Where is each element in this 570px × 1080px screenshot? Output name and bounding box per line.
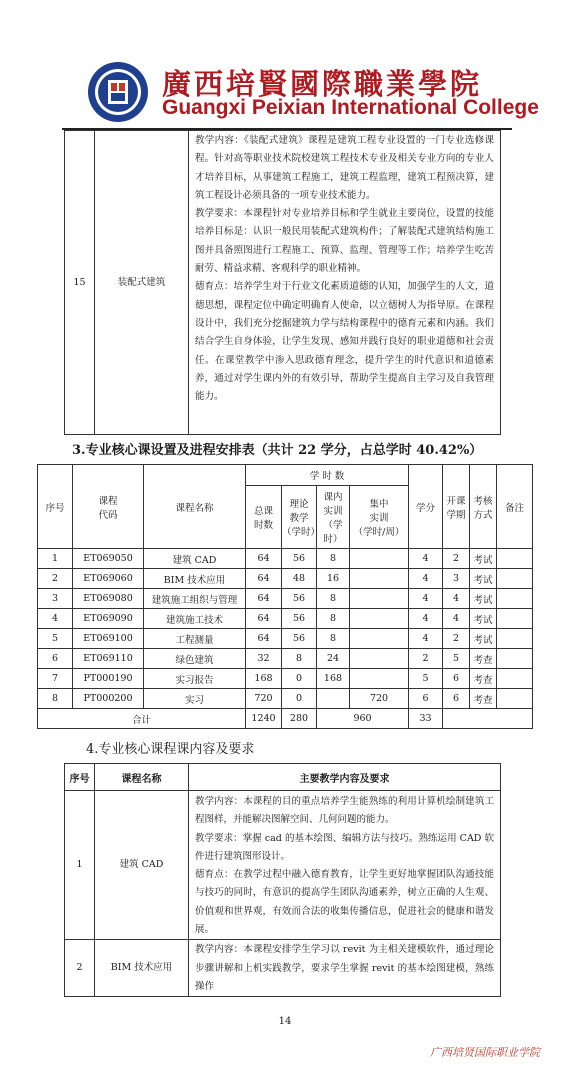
cell-name: 建筑施工技术 — [144, 609, 246, 629]
cell-term: 6 — [443, 669, 470, 689]
section-3-title: 3.专业核心课设置及进程安排表（共计 22 学分，占总学时 40.42%） — [72, 443, 483, 458]
cell-term: 3 — [443, 569, 470, 589]
cell-total: 32 — [246, 649, 282, 669]
cell-name: 实习 — [144, 689, 246, 709]
cell-note — [497, 609, 533, 629]
cell-intensive — [350, 609, 409, 629]
cell-no: 5 — [38, 629, 73, 649]
cell-no: 2 — [38, 569, 73, 589]
header-code-line2: 代码 — [98, 509, 118, 521]
cell-no: 8 — [38, 689, 73, 709]
cell-practice: 8 — [317, 609, 350, 629]
cell-credit: 2 — [409, 649, 443, 669]
header-intensive-line1: 集中 — [369, 499, 389, 510]
course-name: 装配式建筑 — [95, 131, 189, 435]
cell-theory: 8 — [282, 649, 317, 669]
total-theory: 280 — [282, 709, 317, 729]
course-name: BIM 技术应用 — [95, 940, 189, 997]
cell-intensive — [350, 649, 409, 669]
cell-credit: 4 — [409, 609, 443, 629]
schedule-row — [38, 649, 533, 669]
footer-brand-text: 广西培贤国际职业学院 — [430, 1046, 540, 1059]
total-credit: 33 — [409, 709, 443, 729]
schedule-rows — [38, 549, 533, 709]
header-practice-line2: 实训 — [323, 506, 343, 517]
cell-credit: 4 — [409, 629, 443, 649]
page-number: 14 — [278, 1016, 292, 1027]
college-name-english: Guangxi Peixian International College — [162, 96, 539, 119]
cell-term: 4 — [443, 609, 470, 629]
cell-code: PT000200 — [73, 689, 144, 709]
total-label: 合计 — [38, 709, 246, 729]
cell-theory: 48 — [282, 569, 317, 589]
cell-no: 7 — [38, 669, 73, 689]
core-course-schedule-table — [37, 464, 533, 729]
cell-term: 2 — [443, 549, 470, 569]
header-total-hours — [246, 486, 282, 549]
cell-practice: 8 — [317, 549, 350, 569]
cell-assess: 考试 — [470, 629, 497, 649]
course-description — [189, 791, 501, 940]
course-description — [189, 131, 501, 435]
cell-term: 6 — [443, 689, 470, 709]
course-number: 1 — [65, 791, 95, 940]
header-code — [73, 465, 144, 549]
cell-credit: 6 — [409, 689, 443, 709]
cell-assess: 考试 — [470, 569, 497, 589]
header-credit: 学分 — [409, 465, 443, 549]
cell-total: 64 — [246, 609, 282, 629]
header-intensive-line3: （学时/周） — [353, 527, 405, 538]
course-15-table — [64, 130, 501, 435]
cell-note — [497, 649, 533, 669]
cell-assess: 考试 — [470, 589, 497, 609]
cell-theory: 56 — [282, 609, 317, 629]
schedule-row — [38, 689, 533, 709]
total-empty — [443, 709, 533, 729]
cell-code: ET069090 — [73, 609, 144, 629]
college-name-chinese: 廣西培賢國際職業學院 — [162, 67, 483, 101]
cell-practice: 168 — [317, 669, 350, 689]
core-course-content-table — [64, 763, 501, 997]
header-term-line2: 学期 — [446, 509, 466, 521]
header-assess — [470, 465, 497, 549]
cell-note — [497, 549, 533, 569]
header-practice-line3: （学时） — [323, 520, 343, 545]
cell-assess: 考试 — [470, 549, 497, 569]
cell-theory: 56 — [282, 589, 317, 609]
header-course-name: 课程名称 — [144, 465, 246, 549]
cell-theory: 0 — [282, 669, 317, 689]
course-requirement-paragraph: 教学要求：本课程针对专业培养目标和学生就业主要岗位，设置的技能培养目标是：认识一般民用装配式建筑构件；了解装配式建筑结构施工图并具备照图进行工程施工、预算、监理、管理等工作；培养学生吃苦耐劳、精益求精、客观科学的职业精神。 — [195, 208, 494, 275]
cell-intensive — [350, 549, 409, 569]
cell-total: 168 — [246, 669, 282, 689]
header-theory-line3: （学时） — [282, 527, 321, 538]
course-requirement-paragraph: 教学要求：掌握 cad 的基本绘图、编辑方法与技巧。熟练运用 CAD 软件进行建筑图形设计。 — [195, 832, 494, 862]
header-note: 备注 — [497, 465, 533, 549]
cell-note — [497, 669, 533, 689]
cell-total: 64 — [246, 629, 282, 649]
header-intensive — [350, 486, 409, 549]
header-total-line1: 总课 — [253, 506, 273, 517]
cell-assess: 考试 — [470, 609, 497, 629]
course-content-paragraph: 教学内容：本课程安排学生学习以 revit 为主相关建模软件，通过理论步骤讲解和上机实践教学，要求学生掌握 revit 的基本绘图建模，熟练操作 — [195, 944, 494, 992]
header-theory-line1: 理论 — [289, 499, 309, 510]
cell-code: ET069060 — [73, 569, 144, 589]
cell-name: 绿色建筑 — [144, 649, 246, 669]
course-content-paragraph: 教学内容：本课程的目的重点培养学生能熟练的利用计算机绘制建筑工程图样，并能解决图解空间、几何问题的能力。 — [195, 796, 494, 826]
cell-code: ET069080 — [73, 589, 144, 609]
cell-intensive: 720 — [350, 689, 409, 709]
header-practice-line1: 课内 — [323, 492, 343, 503]
course-moral-paragraph: 德育点：培养学生对于行业文化素质道德的认知，加强学生的人文，道德思想，课程定位中确定明确育人使命，以立德树人为指导原。在课程设计中，我们充分挖掘建筑力学与结构课程中的德育元素和内涵。我们结合学生自身体验，让学生发现、感知并践行良好的职业道德和社会责任。在课堂教学中渗入思政德育理念，提升学生的时代意识和道德素养，通过对学生课内外的有效引导，帮助学生提高自主学习及自我管理能力。 — [195, 281, 494, 403]
header-practice — [317, 486, 350, 549]
cell-intensive — [350, 589, 409, 609]
schedule-row — [38, 629, 533, 649]
section-4-title: 4.专业核心课程课内容及要求 — [86, 742, 255, 757]
cell-note — [497, 569, 533, 589]
header-no: 序号 — [38, 465, 73, 549]
cell-theory: 56 — [282, 629, 317, 649]
cell-note — [497, 629, 533, 649]
schedule-row — [38, 589, 533, 609]
cell-note — [497, 689, 533, 709]
cell-no: 4 — [38, 609, 73, 629]
header-code-line1: 课程 — [98, 495, 118, 507]
cell-name: 建筑施工组织与管理 — [144, 589, 246, 609]
cell-assess: 考查 — [470, 669, 497, 689]
header-hours-group: 学 时 数 — [246, 465, 409, 486]
cell-total: 64 — [246, 589, 282, 609]
cell-assess: 考查 — [470, 689, 497, 709]
header-total-line2: 时数 — [253, 520, 273, 531]
cell-practice: 16 — [317, 569, 350, 589]
cell-practice: 8 — [317, 589, 350, 609]
cell-theory: 56 — [282, 549, 317, 569]
cell-practice: 8 — [317, 629, 350, 649]
cell-name: 工程测量 — [144, 629, 246, 649]
cell-name: 实习报告 — [144, 669, 246, 689]
header-content: 主要教学内容及要求 — [189, 764, 501, 791]
total-hours: 1240 — [246, 709, 282, 729]
course-content-paragraph: 教学内容：《装配式建筑》课程是建筑工程专业设置的一门专业选修课程。针对高等职业技术院校建筑工程技术专业及相关专业方向的专业人才培养目标，从事建筑工程施工，建筑工程监理，建筑工程预决算，建筑工程设计必须具备的一项专业技术能力。 — [195, 135, 494, 201]
header-intensive-line2: 实训 — [369, 513, 389, 524]
course-moral-paragraph: 德育点：在教学过程中融入德育教育，让学生更好地掌握团队沟通技能与技巧的同时，有意识的提高学生团队沟通素养，树立正确的人生观、价值观和世界观，有效而合法的收集传播信息，促进社会的健康和谐发展。 — [195, 869, 494, 936]
cell-no: 6 — [38, 649, 73, 669]
cell-total: 64 — [246, 569, 282, 589]
schedule-row — [38, 609, 533, 629]
cell-no: 3 — [38, 589, 73, 609]
cell-practice — [317, 689, 350, 709]
header-assess-line1: 考核 — [473, 495, 493, 507]
cell-credit: 4 — [409, 569, 443, 589]
cell-note — [497, 589, 533, 609]
header-theory — [282, 486, 321, 549]
header-no: 序号 — [65, 764, 95, 791]
cell-name: BIM 技术应用 — [144, 569, 246, 589]
cell-intensive — [350, 669, 409, 689]
schedule-row — [38, 569, 533, 589]
cell-total: 64 — [246, 549, 282, 569]
cell-name: 建筑 CAD — [144, 549, 246, 569]
cell-credit: 4 — [409, 589, 443, 609]
header-term-line1: 开课 — [446, 495, 466, 507]
cell-practice: 24 — [317, 649, 350, 669]
cell-no: 1 — [38, 549, 73, 569]
course-name: 建筑 CAD — [95, 791, 189, 940]
header-term — [443, 465, 470, 549]
cell-code: ET069110 — [73, 649, 144, 669]
cell-credit: 5 — [409, 669, 443, 689]
cell-intensive — [350, 569, 409, 589]
cell-credit: 4 — [409, 549, 443, 569]
course-number: 2 — [65, 940, 95, 997]
schedule-row — [38, 669, 533, 689]
cell-code: PT000190 — [73, 669, 144, 689]
total-practice-intensive: 960 — [317, 709, 409, 729]
college-seal-logo — [86, 60, 150, 124]
cell-term: 5 — [443, 649, 470, 669]
cell-term: 2 — [443, 629, 470, 649]
cell-intensive — [350, 629, 409, 649]
header-assess-line2: 方式 — [473, 509, 493, 521]
cell-assess: 考查 — [470, 649, 497, 669]
cell-total: 720 — [246, 689, 282, 709]
header-theory-line2: 教学 — [289, 513, 309, 524]
cell-term: 4 — [443, 589, 470, 609]
header-course-name: 课程名称 — [95, 764, 189, 791]
cell-code: ET069050 — [73, 549, 144, 569]
schedule-row — [38, 549, 533, 569]
cell-code: ET069100 — [73, 629, 144, 649]
course-number: 15 — [65, 131, 95, 435]
course-description — [189, 940, 501, 997]
cell-theory: 0 — [282, 689, 317, 709]
